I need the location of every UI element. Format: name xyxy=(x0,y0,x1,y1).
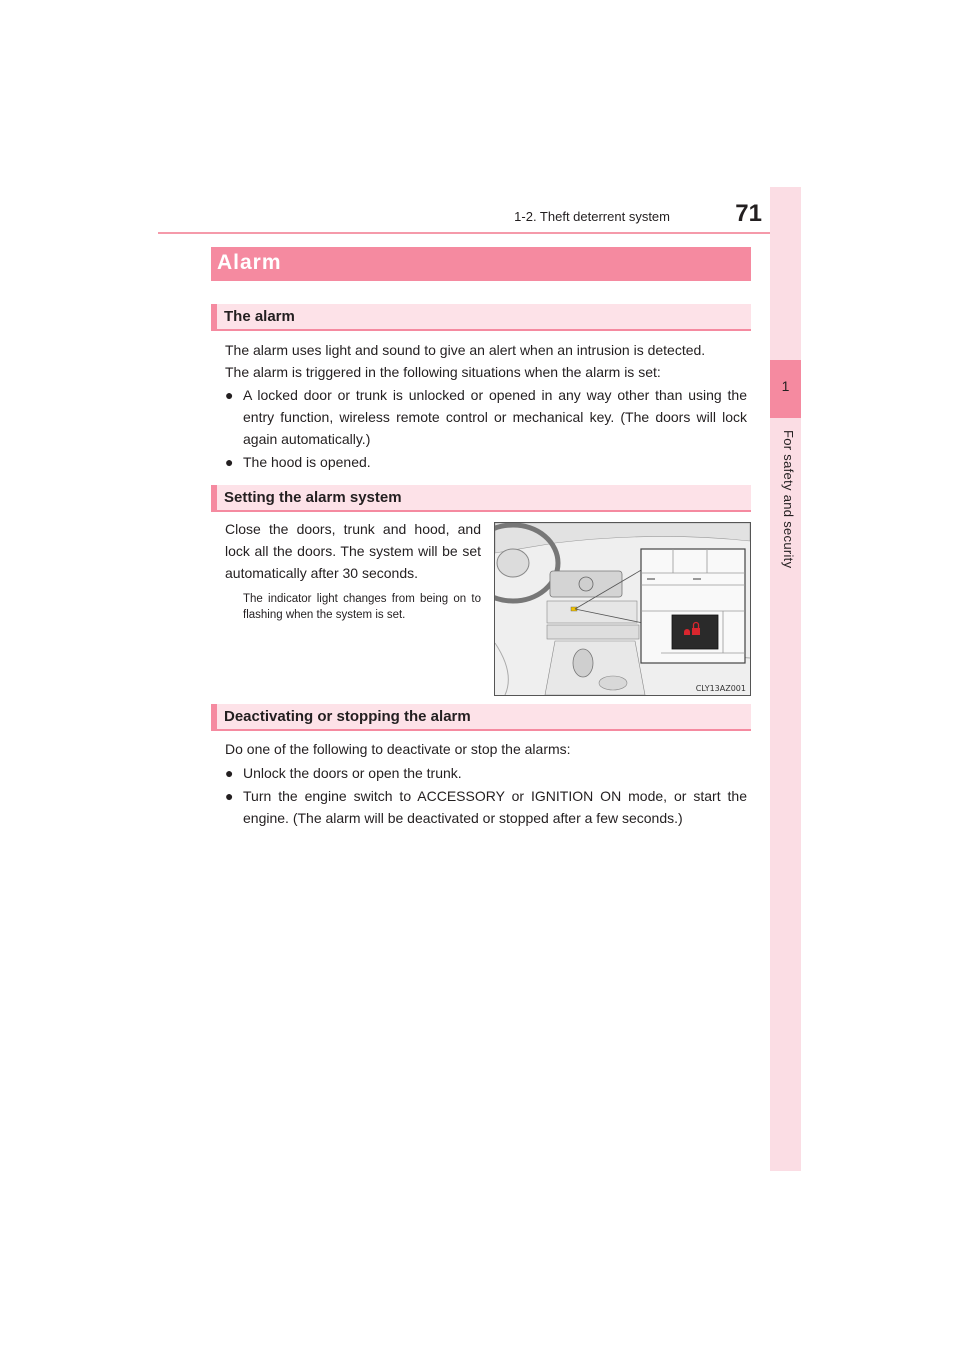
bullet-icon: ● xyxy=(225,454,234,470)
paragraph: Close the doors, trunk and hood, and lock all the doors. The system will be set automatically after 30 seconds. xyxy=(225,521,481,581)
header-rule xyxy=(158,232,800,234)
page-number: 71 xyxy=(735,200,762,227)
list-item-text: Unlock the doors or open the trunk. xyxy=(243,765,462,781)
paragraph: Do one of the following to deactivate or stop the alarms: xyxy=(225,741,571,757)
chapter-label: For safety and security xyxy=(781,430,796,569)
list-item-text: The hood is opened. xyxy=(243,454,371,470)
note: The indicator light changes from being on to flashing when the system is set. xyxy=(243,593,481,621)
bullet-icon: ● xyxy=(225,765,234,781)
dashboard-drawing xyxy=(495,523,750,695)
figure-code: CLY13AZ001 xyxy=(695,684,746,693)
bullet-icon: ● xyxy=(225,788,234,804)
chapter-number-tab xyxy=(770,360,801,418)
main-heading-bar xyxy=(211,247,751,281)
dashboard-illustration xyxy=(494,522,751,696)
list-item xyxy=(225,785,747,829)
list-item xyxy=(225,762,747,784)
chapter-number: 1 xyxy=(781,378,790,394)
chapter-side-tab xyxy=(770,187,801,1171)
bullet-icon: ● xyxy=(225,387,234,403)
heading-the-alarm xyxy=(211,304,751,331)
main-heading: Alarm xyxy=(217,251,282,274)
heading-setting-alarm xyxy=(211,485,751,512)
list-item xyxy=(225,451,747,473)
section-title: 1-2. Theft deterrent system xyxy=(514,209,670,224)
list-item xyxy=(225,384,747,450)
paragraph: The alarm uses light and sound to give an alert when an intrusion is detected. xyxy=(225,342,706,358)
heading-text: Setting the alarm system xyxy=(224,489,402,506)
list-item-text: A locked door or trunk is unlocked or opened in any way other than using the entry function, wireless remote control or mechanical key. (The doors will lock again automatically.) xyxy=(243,387,747,447)
heading-text: Deactivating or stopping the alarm xyxy=(224,708,471,725)
paragraph: The alarm is triggered in the following situations when the alarm is set: xyxy=(225,364,661,380)
heading-deactivating-alarm xyxy=(211,704,751,731)
heading-text: The alarm xyxy=(224,308,295,325)
list-item-text: Turn the engine switch to ACCESSORY or IGNITION ON mode, or start the engine. (The alarm will be deactivated or stopped after a few seconds.) xyxy=(243,788,747,826)
